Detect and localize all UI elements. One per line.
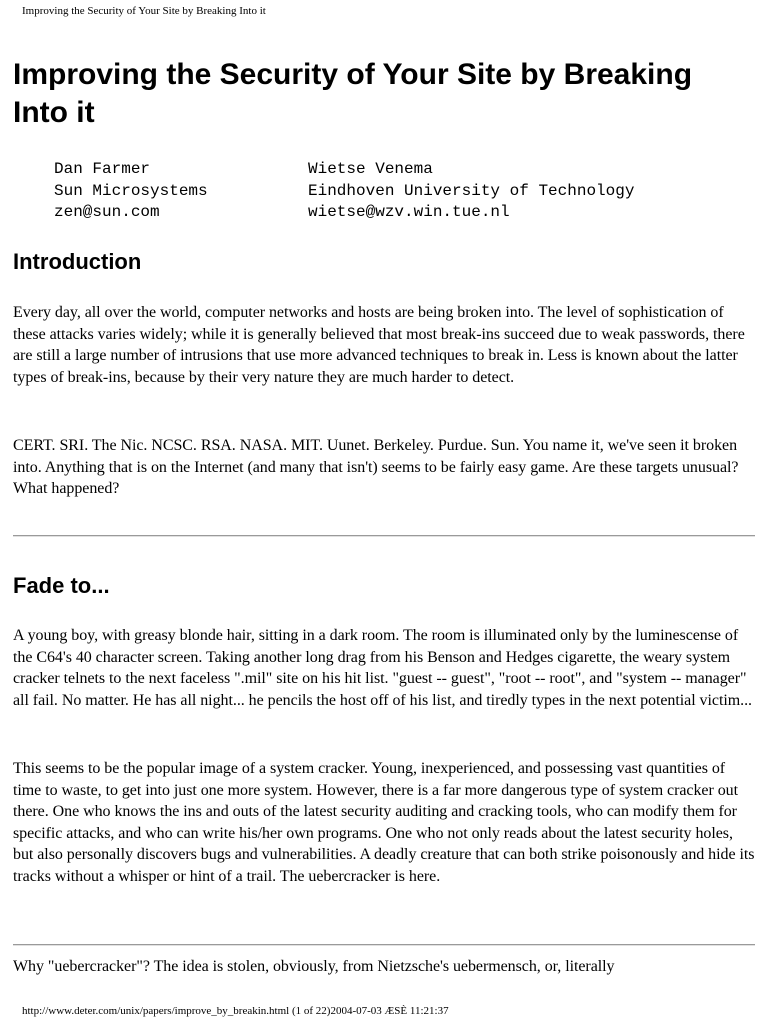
author-name: Dan Farmer [54,160,151,178]
author-1 [54,159,208,224]
horizontal-rule [13,535,755,537]
author-name: Wietse Venema [308,160,433,178]
paragraph: CERT. SRI. The Nic. NCSC. RSA. NASA. MIT. Uunet. Berkeley. Purdue. Sun. You name it, we've seen it broken into. Anything that is on the Internet (and many that isn't) seems to be fairly easy game. Are these targets unusual? What happened? [13,437,739,498]
page-footer-url: http://www.deter.com/unix/papers/improve_by_breakin.html (1 of 22)2004-07-03 ÆSÈ 11:21:37 [22,1005,449,1017]
paragraph: A young boy, with greasy blonde hair, sitting in a dark room. The room is illuminated only by the luminescense of the C64's 40 character screen. Taking another long drag from his Benson and Hedges cigarette, the weary system cracker telnets to the next faceless ".mil" site on his hit list. "guest -- guest", "root -- root", and "system -- manager" all fail. No matter. He has all night... he pencils the host off of his list, and tiredly types in the next potential victim... [13,627,752,709]
horizontal-rule [13,944,755,946]
running-header: Improving the Security of Your Site by Breaking Into it [22,5,266,17]
section-heading-introduction: Introduction [13,249,142,274]
author-2 [308,159,634,224]
section-heading-fade-to: Fade to... [13,573,110,598]
author-email: wietse@wzv.win.tue.nl [308,203,510,221]
author-affiliation: Sun Microsystems [54,181,208,200]
paragraph: This seems to be the popular image of a system cracker. Young, inexperienced, and possessing vast quantities of time to waste, to get into just one more system. However, there is a far more dangerous type of system cracker out there. One who knows the ins and outs of the latest security auditing and cracking tools, who can modify them for specific attacks, and who can write his/her own programs. One who not only reads about the latest security holes, but also personally discovers bugs and vulnerabilities. A deadly creature that can both strike poisonously and hide its tracks without a whisper or hint of a trail. The uebercracker is here. [13,760,755,885]
paragraph: Why "uebercracker"? The idea is stolen, obviously, from Nietzsche's uebermensch, or, literally [13,958,615,975]
author-affiliation: Eindhoven University of Technology [308,181,635,200]
paragraph: Every day, all over the world, computer networks and hosts are being broken into. The level of sophistication of these attacks varies widely; while it is generally believed that most break-ins succeed due to weak passwords, there are still a large number of intrusions that use more advanced techniques to break in. Less is known about the latter types of break-ins, because by their very nature they are much harder to detect. [13,304,745,386]
page-title: Improving the Security of Your Site by Breaking Into it [13,58,693,129]
author-email: zen@sun.com [54,203,160,221]
